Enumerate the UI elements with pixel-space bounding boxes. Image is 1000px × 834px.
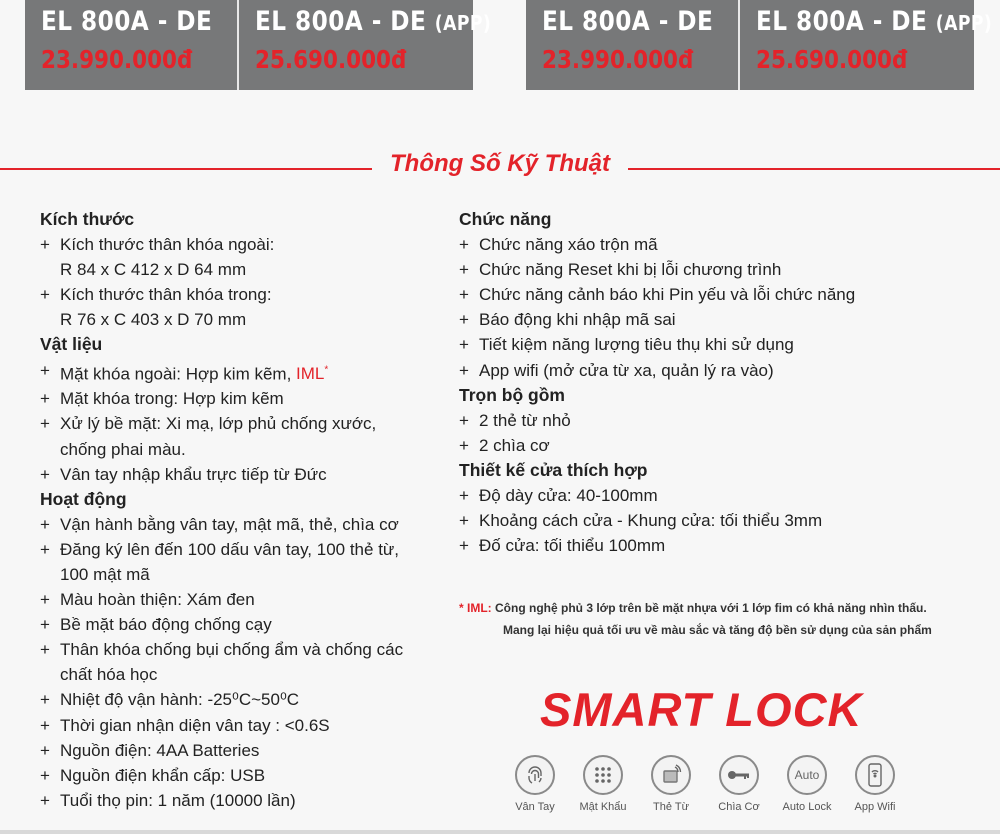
feature-label: Mật Khẩu	[579, 801, 627, 813]
list-item: + Màu hoàn thiện: Xám đen	[40, 590, 255, 610]
feature-label: App Wifi	[854, 801, 896, 813]
feature-card	[639, 755, 703, 813]
section-heading: Thông Số Kỹ Thuật	[390, 150, 610, 177]
list-item: + Độ dày cửa: 40-100mm	[459, 486, 658, 506]
spec-column-left	[40, 207, 460, 813]
list-item: + Mặt khóa ngoài: Hợp kim kẽm, IML*	[40, 360, 329, 384]
smart-lock-logo: SMART LOCK	[540, 683, 863, 736]
feature-label: Auto Lock	[782, 801, 832, 813]
price-col	[526, 0, 738, 90]
model-name: EL 800A - DE	[542, 6, 714, 37]
keypad-icon	[583, 755, 623, 795]
list-item: + Chức năng Reset khi bị lỗi chương trình	[459, 260, 782, 280]
list-item: + 2 thẻ từ nhỏ	[459, 410, 571, 430]
key-icon	[719, 755, 759, 795]
list-item: R 84 x C 412 x D 64 mm	[60, 260, 247, 280]
section-title: Trọn bộ gồm	[459, 384, 565, 405]
list-item: + Báo động khi nhập mã sai	[459, 310, 676, 330]
price: 23.990.000đ	[542, 45, 694, 74]
list-item: + Xử lý bề mặt: Xi mạ, lớp phủ chống xước,	[40, 414, 377, 434]
list-item: + Chức năng cảnh báo khi Pin yếu và lỗi chức năng	[459, 285, 856, 305]
price-col	[738, 0, 993, 90]
list-item: + 2 chìa cơ	[459, 435, 550, 455]
list-item: + Chức năng xáo trộn mã	[459, 235, 658, 255]
fingerprint-icon	[515, 755, 555, 795]
list-item: + Kích thước thân khóa ngoài:	[40, 235, 275, 255]
list-item: + Mặt khóa trong: Hợp kim kẽm	[40, 389, 284, 409]
price: 25.690.000đ	[255, 45, 407, 74]
list-item: + Khoảng cách cửa - Khung cửa: tối thiểu 3mm	[459, 511, 823, 531]
footnote-line-1: Công nghệ phủ 3 lớp trên bề mặt nhựa với 1 lớp fim có khả năng nhìn thấu.	[495, 601, 927, 615]
list-item: R 76 x C 403 x D 70 mm	[60, 310, 247, 330]
list-item: + Thân khóa chống bụi chống ẩm và chống các	[40, 640, 404, 660]
price: 25.690.000đ	[756, 45, 908, 74]
feature-label: Thẻ Từ	[653, 801, 689, 813]
list-item: + Tuổi thọ pin: 1 năm (10000 lần)	[40, 790, 296, 810]
list-item: + Nhiệt độ vận hành: -25⁰C~50⁰C	[40, 690, 300, 710]
feature-auto-lock	[775, 755, 839, 813]
list-item: + Kích thước thân khóa trong:	[40, 285, 272, 305]
footnote-label: * IML:	[459, 601, 492, 615]
price: 23.990.000đ	[41, 45, 193, 74]
feature-key	[707, 755, 771, 813]
model-name	[756, 6, 993, 37]
list-item: chất hóa học	[60, 665, 158, 685]
list-item: chống phai màu.	[60, 439, 186, 459]
bottom-divider	[0, 830, 1000, 834]
section-title: Thiết kế cửa thích hợp	[459, 459, 648, 480]
price-col	[25, 0, 237, 90]
price-col	[237, 0, 492, 90]
footnote-line-2: Mang lại hiệu quả tối ưu về màu sắc và tăng độ bền sử dụng của sản phẩm	[503, 623, 932, 637]
list-item: + Bề mặt báo động chống cạy	[40, 615, 272, 635]
model-name-text: EL 800A - DE	[255, 6, 427, 37]
feature-app-wifi	[843, 755, 907, 813]
section-title: Kích thước	[40, 209, 135, 229]
list-item: + Nguồn điện: 4AA Batteries	[40, 740, 260, 760]
list-item: + Đăng ký lên đến 100 dấu vân tay, 100 thẻ từ,	[40, 539, 400, 559]
list-item: + Vân tay nhập khẩu trực tiếp từ Đức	[40, 464, 327, 484]
price-box-left	[25, 0, 492, 90]
list-item: + App wifi (mở cửa từ xa, quản lý ra vào)	[459, 360, 774, 380]
list-item: + Thời gian nhận diện vân tay : <0.6S	[40, 715, 330, 735]
section-title: Vật liệu	[40, 334, 103, 355]
list-item: 100 mật mã	[60, 564, 150, 584]
spec-column-right	[459, 207, 979, 558]
iml-footnote	[459, 597, 959, 641]
app-wifi-icon	[855, 755, 895, 795]
list-item: + Vận hành bằng vân tay, mật mã, thẻ, chìa cơ	[40, 514, 399, 534]
list-item: + Nguồn điện khẩn cấp: USB	[40, 765, 266, 785]
card-icon	[651, 755, 691, 795]
feature-icons	[503, 755, 907, 813]
section-title: Hoạt động	[40, 488, 127, 509]
list-item: + Đố cửa: tối thiểu 100mm	[459, 536, 666, 556]
model-suffix: (APP)	[434, 11, 492, 35]
model-name-text: EL 800A - DE	[756, 6, 928, 37]
price-box-right	[526, 0, 993, 90]
feature-fingerprint	[503, 755, 567, 813]
iml-mark: IML*	[296, 364, 329, 384]
section-title: Chức năng	[459, 209, 552, 229]
model-name: EL 800A - DE	[41, 6, 213, 37]
feature-label: Vân Tay	[515, 801, 555, 813]
model-suffix: (APP)	[935, 11, 993, 35]
model-name	[255, 6, 492, 37]
feature-label: Chìa Cơ	[718, 801, 760, 813]
feature-keypad	[571, 755, 635, 813]
auto-icon: Auto	[787, 755, 827, 795]
list-item: + Tiết kiệm năng lượng tiêu thụ khi sử dụng	[459, 335, 794, 355]
